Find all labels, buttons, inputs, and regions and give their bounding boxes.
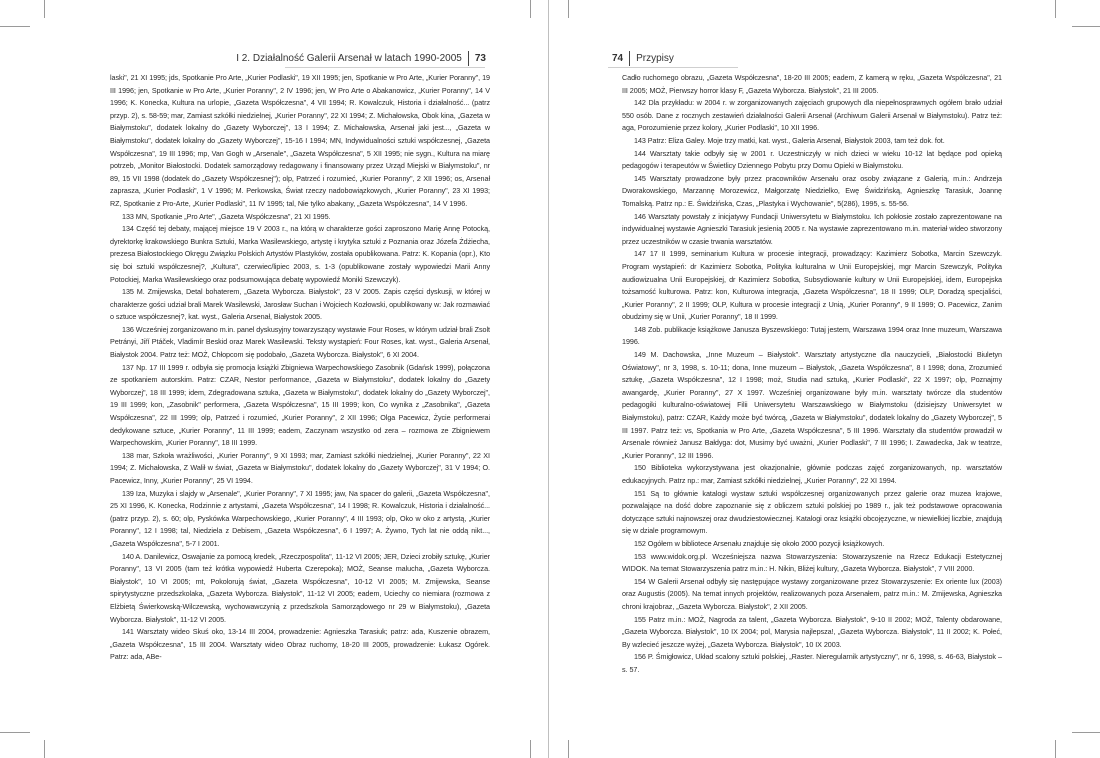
footnote-paragraph: 138 mar, Szkoła wrażliwości, „Kurier Poranny", 9 XI 1993; mar, Zamiast szkółki niedzielnej, „Kurier Poranny", 22 XI 1994; Z. Michałowska, Z Walił w świat, „Gazeta w Białymstoku", dodatek lokalny do „Gazety Wyborczej", 31 V 1994; O. Pacewicz, Inny, „Kurier Poranny", 25 VI 1994. <box>110 450 490 485</box>
footnote-paragraph: 154 W Galerii Arsenał odbyły się następujące wystawy zorganizowane przez Stowarzyszenie: Ex oriente lux (2003) oraz Augustis (2005). Na temat innych projektów, realizowanych poza Arsenałem, patrz m.in.: M. Zmijewska, Agnieszka chroni krajobraz, „Gazeta Wyborcza. Białystok", 2 XII 2005. <box>622 576 1002 611</box>
header-title: Przypisy <box>636 53 674 65</box>
footnote-paragraph: 134 Część tej debaty, mającej miejsce 19 V 2003 r., na którą w charakterze gości zaproszono Marię Annę Potocką, dyrektorkę krakowskiego Bunkra Sztuki, Marka Wasilewskiego, artystę i krytyka sztuki z Poznania oraz Józefa Żdżiecha, prezesa Białostockiego Okręgu Związku Polskich Artystów Plastyków, została opublikowana. Patrz: K. Kopania (opr.), Kto się boi sztuki współczesnej?, „Kultura", czerwiec/lipiec 2003, s. 1-3 (opublikowane zostały wypowiedzi Marii Anny Potockiej, Marka Wasilewskiego oraz podsumowująca debatę wypowiedź Moniki Szewczyk). <box>110 224 491 284</box>
footnote-paragraph: 149 M. Dachowska, „Inne Muzeum – Białystok". Warsztaty artystyczne dla nauczycieli, „Białostocki Biuletyn Oświatowy", nr 3, 1998, s. 10-11; dona, Inne muzeum – Białystok, „Gazeta Współczesna", 8 I 1998; dona, Zrozumieć sztukę, „Gazeta Współczesna", 12 I 1998; moż, Studia nad sztuką, „Kurier Podlaski", 22 X 1997; olp, Poznajmy awangardę, „Kurier Poranny", 27 X 1997. Wcześniej organizowane były m.in. warsztaty twórcze dla studentów pedagogiki kulturalno-oświatowej Filii Uniwersytetu Warszawskiego w Białymstoku (dzisiejszy Uniwersytet w Białymstoku), patrz: CZAR, Każdy może być twórcą, „Gazeta w Białymstoku", dodatek lokalny do „Gazety Wyborczej", 5 III 1997. Patrz też: vs, Spotkania w Pro Arte, „Gazeta Współczesna", 5 III 1996. Warsztaty dla studentów prowadził w Arsenale również Janusz Bałdyga: dot, Musimy być uważni, „Kurier Podlaski", 7 III 1996; I. Zawadecka, Jak w teatrze, „Kurier Poranny", 12 III 1996. <box>622 350 1002 460</box>
header-rule <box>285 67 485 68</box>
crop-mark <box>530 740 531 758</box>
footnote-paragraph: 147 17 II 1999, seminarium Kultura w procesie integracji, prowadzący: Kazimierz Sobotka, Marcin Szewczyk. Program wystąpień: dr Kazimierz Sobotka, Polityka kulturalna w Unii Europejskiej, mgr Marcin Szewczyk, Polityka audiowizualna Unii Europejskiej, dr Kazimierz Sobotka, Subsydiowanie kultury w Unii Europejskiej, idem, Europejska tożsamość kulturowa. Patrz: kon, Kulturowa integracja, „Gazeta Współczesna", 18 II 1999; OLP, Doradzą specjaliści, „Kurier Poranny", 2 II 1999; OLP, Kultura w procesie integracji z Unią, „Kurier Poranny", 9 II 1999; O. Pacewicz, Zanim obudzimy się w Unii, „Kurier Poranny", 18 II 1999. <box>622 249 1002 322</box>
crop-mark <box>1072 732 1100 733</box>
footnote-paragraph: 145 Warsztaty prowadzone były przez pracowników Arsenału oraz osoby związane z Galerią, m.in.: Andrzeja Dworakowskiego, Marzannę Morozewicz, Małgorzatę Niedzielko, Ewę Świdzińską, Agnieszkę Tarasiuk, Joannę Tomalską. Patrz np.: E. Świdzińska, Czas, „Plastyka i Wychowanie", 5(286), 1995, s. 55-56. <box>622 173 1002 208</box>
crop-mark <box>44 0 45 18</box>
crop-mark <box>568 740 569 758</box>
footnote-paragraph: 140 A. Danilewicz, Oswajanie za pomocą kredek, „Rzeczpospolita", 11-12 VI 2005; JER, Dzieci zrobiły sztukę, „Kurier Poranny", 13 VI 2005 (tam też krótka wypowiedź Huberta Czerepoka); MOŻ, Seanse malucha, „Gazeta Wyborcza. Białystok", 10 VI 2005; mt, Pokolorują świat, „Gazeta Współczesna", 10-12 VI 2005; M. Zmijewska, Seanse spirytystyczne przedszkolaka, „Gazeta Wyborcza. Białystok", 11-12 VI 2005; eadem, Uciechy co niemiara (rozmowa z Elżbietą Świerkowską-Wilczewską, wychowawczynią z przedszkola Samorządowego nr 29 w Białymstoku), „Gazeta Wyborcza. Białystok", 11-12 VI 2005. <box>110 551 490 624</box>
footnote-paragraph: 150 Biblioteka wykorzystywana jest okazjonalnie, głównie podczas zajęć zorganizowanych, np. warsztatów edukacyjnych. Patrz np.: mar, Zamiast szkółki niedzielnej, „Kurier Poranny", 22 XI 1994. <box>622 463 1002 485</box>
footnote-paragraph: 142 Dla przykładu: w 2004 r. w zorganizowanych zajęciach grupowych dla niepełnosprawnych ogółem brało udział 550 osób. Dane z rocznych zestawień działalności Galerii Arsenał (Archiwum Galerii Arsenał w Białymstoku). Patrz też: aga, Porozumienie przez kolory, „Kurier Podlaski", 10 XII 1996. <box>622 98 1002 133</box>
footnotes-text <box>622 72 1002 677</box>
crop-mark <box>530 0 531 18</box>
footnote-paragraph: laski", 21 XI 1995; jds, Spotkanie Pro Arte, „Kurier Podlaski", 19 XII 1995; jen, Spotkanie w Pro Arte, „Kurier Poranny", 19 III 1996; jen, Spotkanie w Pro Arte, „Kurier Poranny", 2 IV 1996; jen, W Pro Arte o Abakanowicz, „Kurier Poranny", 14 V 1996; K. Konecka, Kultura na urlopie, „Gazeta Współczesna", 4 VII 1994; R. Kowalczuk, Historia i działalność... (patrz przyp. 2), s. 58-59; mar, Zamiast szkółki niedzielnej, „Kurier Poranny", 22 XI 1994; Z. Michałowska, Obok kina, „Gazeta w Białymstoku", dodatek lokalny do „Gazety Wyborczej", 13 I 1994; Z. Michałowska, Arsenał jaki jest..., „Gazeta w Białymstoku", dodatek lokalny do „Gazety Wyborczej", 15-16 I 1994; MN, Indywidualności sztuki współczesnej, „Gazeta Współczesna", 19 III 1996; mp, Van Gogh w „Arsenale", „Gazeta Współczesna", 5 XII 1995; nie sygn., Kultura na miarę potrzeb, „Monitor Białostocki. Dodatek samorządowy redagowany i finansowany przez Urząd Miejski w Białymstoku", nr 89, 15 VII 1998 (dodatek do „Gazety Współczesnej"); olp, Patrzeć i rozumieć, „Kurier Poranny", 2 XII 1996; os, Arsenał zaprasza, „Kurier Podlaski", 1 V 1996; M. Perkowska, Świat rzeczy nadobowiązkowych, „Kurier Poranny", 23 XI 1993; RZ, Spotkanie z Pro-Arte, „Kurier Podlaski", 11 IV 1995; tal, Nie tylko abakany, „Gazeta Współczesna", 14 V 1996. <box>110 73 490 208</box>
right-page <box>552 0 1100 758</box>
footnote-paragraph: Cadło ruchomego obrazu, „Gazeta Współczesna", 18-20 III 2005; eadem, Z kamerą w ręku, „Gazeta Współczesna", 21 III 2005; MOŻ, Pierwszy horror klasy F, „Gazeta Wyborcza. Białystok", 21 III 2005. <box>622 73 1002 95</box>
left-page <box>0 0 549 758</box>
header-divider <box>468 51 469 66</box>
footnote-paragraph: 156 P. Śmigłowicz, Układ scalony sztuki polskiej, „Raster. Nieregularnik artystyczny", nr 6, 1998, s. 46-63, Białystok – s. 57. <box>622 652 1002 674</box>
footnote-paragraph: 153 www.widok.org.pl. Wcześniejsza nazwa Stowarzyszenia: Stowarzyszenie na Rzecz Edukacji Estetycznej WIDOK. Na temat Stowarzyszenia patrz m.in.: H. Nikin, Bliżej kultury, „Gazeta Wyborcza. Białystok", 7 VIII 2000. <box>622 551 1002 574</box>
header-divider <box>629 51 630 66</box>
footnote-paragraph: 139 Iza, Muzyka i slajdy w „Arsenale", „Kurier Poranny", 7 XI 1995; jaw, Na spacer do galerii, „Gazeta Współczesna", 25 XI 1996, K. Konecka, Rodzinnie z artystami, „Gazeta Współczesna", 14 I 1998; R. Kowalczuk, Historia i działalność... (patrz przyp. 2), s. 60; olp, Pyskówka Warpechowskiego, „Kurier Poranny", 4 III 1993; olp, Oko w oko z artystą, „Kurier Poranny", 12 I 1998; tal, Niedziela z Debisem, „Gazeta Współczesna", 6 I 1997; A. Żywno, Tych lat nie oddą nikt..., „Gazeta Współczesna", 5-7 I 2001. <box>110 488 490 548</box>
footnote-paragraph: 151 Są to głównie katalogi wystaw sztuki współczesnej organizowanych przez galerie oraz muzea krajowe, pozwalające na dość dobre zapoznanie się z obliczem sztuki polskiej po 1989 r., jak też podstawowe opracowania dotyczące sztuki najnowszej oraz dwudziestowiecznej. Katalogi oraz książki obcojęzyczne, w niewielkiej liczbie, znajdują się w dziale programowym. <box>622 488 1002 536</box>
running-header <box>612 51 674 66</box>
footnote-paragraph: 141 Warsztaty wideo Skuś oko, 13-14 III 2004, prowadzenie: Agnieszka Tarasiuk; patrz: ada, Kuszenie obrazem, „Gazeta Współczesna", 15 III 2004. Warsztaty wideo Obraz ruchomy, 18-20 III 2005, prowadzenie: Łukasz Ogórek. Patrz: ada, ABe- <box>110 627 490 662</box>
header-title: I 2. Działalność Galerii Arsenał w latach 1990-2005 <box>236 53 462 65</box>
running-header <box>236 51 486 66</box>
crop-mark <box>1072 26 1100 27</box>
footnote-paragraph: 146 Warsztaty powstały z inicjatywy Fundacji Uniwersytetu w Białymstoku. Ich pokłosie zostało zaprezentowane na indywidualnej wystawie Agnieszki Tarasiuk jesienią 2005 r. Na wystawie zaprezentowano m.in. materiał wideo stworzony przez uczestników w czasie trwania warsztatów. <box>622 211 1002 246</box>
footnote-paragraph: 144 Warsztaty takie odbyły się w 2001 r. Uczestniczyły w nich dzieci w wieku 10-12 lat będące pod opieką pedagogów i terapeutów w Świetlicy Dziennego Pobytu przy Domu Opieki w Białymstoku. <box>622 148 1002 171</box>
footnote-paragraph: 137 Np. 17 III 1999 r. odbyła się promocja książki Zbigniewa Warpechowskiego Zasobnik (Gdańsk 1999), połączona ze spotkaniem autorskim. Patrz: CZAR, Nestor performance, „Gazeta w Białymstoku", dodatek lokalny do „Gazety Wyborczej", 18 III 1999; idem, Zdegradowana sztuka, „Gazeta w Białymstoku", dodatek lokalny do „Gazety Wyborczej", 19 III 1999; kon, „Zasobnik" performera, „Gazeta Współczesna", 15 III 1999; kon, Co wynika z „Zasobnika", „Gazeta Współczesna", 22 III 1999; olp, Patrzeć i rozumieć, „Kurier Poranny", 2 XII 1996; Olga Pacewicz, Życie performerai dedykowane sztuce, „Kurier Poranny", 11 III 1999; eadem, Zaczynam wszystko od zera – rozmowa ze Zbigniewem Warpechowskim, „Kurier Poranny", 18 III 1999. <box>110 362 490 448</box>
footnote-paragraph: 135 M. Zmijewska, Detal bohaterem, „Gazeta Wyborcza. Białystok", 23 V 2005. Zapis części dyskusji, w której w charakterze gości udział brali Marek Wasilewski, Jarosław Suchan i Wojciech Kozłowski, opublikowany w: Jak rozmawiać o sztuce współczesnej?, kat. wyst., Galeria Arsenał, Białystok 2005. <box>110 287 490 322</box>
footnote-paragraph: 155 Patrz m.in.: MOŻ, Nagroda za talent, „Gazeta Wyborcza. Białystok", 9-10 II 2002; MOŻ, Talenty obdarowane, „Gazeta Wyborcza. Białystok", 10 IX 2004; pol, Marysia najlepsza!, „Gazeta Wyborcza. Białystok", 11 II 2002; K. Połeć, By wzlecieć jeszcze wyżej, „Gazeta Wyborcza. Białystok", 10 IX 2003. <box>622 614 1002 649</box>
crop-mark <box>568 0 569 18</box>
footnote-paragraph: 143 Patrz: Eliza Galey. Moje trzy matki, kat. wyst., Galeria Arsenał, Białystok 2003, tam też dok. fot. <box>634 135 945 145</box>
crop-mark <box>0 26 30 27</box>
footnote-paragraph: 136 Wcześniej zorganizowano m.in. panel dyskusyjny towarzyszący wystawie Four Roses, w którym udział brali Zsolt Petrányi, Jiří Ptáček, Vladimír Beskid oraz Marek Wasilewski. Teksty wystąpień: Four Roses, kat. wyst., Galeria Arsenał, Białystok 2004. Patrz też: MOŻ, Chłopcom się podobało, „Gazeta Wyborcza. Białystok", 6 XI 2004. <box>110 324 490 360</box>
page-number: 74 <box>612 53 624 65</box>
footnote-paragraph: 148 Zob. publikacje książkowe Janusza Byszewskiego: Tutaj jestem, Warszawa 1994 oraz Inne muzeum, Warszawa 1996. <box>622 324 1002 347</box>
footnote-paragraph: 133 MN, Spotkanie „Pro Arte", „Gazeta Współczesna", 21 XI 1995. <box>122 211 331 221</box>
page-number: 73 <box>474 53 486 65</box>
crop-mark <box>0 732 30 733</box>
crop-mark <box>1055 0 1056 18</box>
footnotes-text <box>110 72 490 664</box>
crop-mark <box>1055 740 1056 758</box>
crop-mark <box>44 740 45 758</box>
footnote-paragraph: 152 Ogółem w bibliotece Arsenału znajduje się około 2000 pozycji książkowych. <box>634 538 885 548</box>
header-rule <box>608 67 738 68</box>
